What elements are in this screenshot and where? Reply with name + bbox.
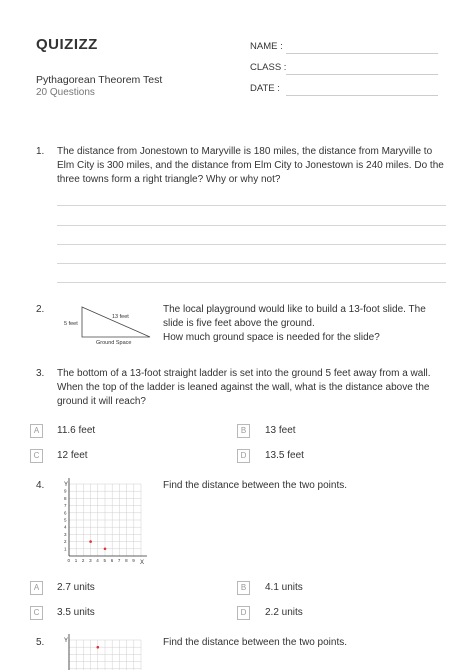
answer-line[interactable] <box>57 244 446 245</box>
date-field[interactable] <box>286 95 438 96</box>
answer-line[interactable] <box>57 205 446 206</box>
question-4-number: 4. <box>36 480 45 491</box>
x-tick-label: 1 <box>74 558 78 563</box>
question-2-number: 2. <box>36 304 45 315</box>
option-b-box[interactable]: B <box>237 424 250 438</box>
class-label: CLASS : <box>250 62 287 73</box>
y-tick-label: 9 <box>64 488 67 494</box>
plot-point <box>104 548 107 551</box>
hypotenuse-label: 13 feet <box>112 314 129 320</box>
question-5-text: Find the distance between the two points. <box>163 637 348 648</box>
question-3-number: 3. <box>36 368 45 379</box>
option-c-text[interactable]: 12 feet <box>57 450 88 461</box>
answer-line[interactable] <box>57 225 446 226</box>
class-field[interactable] <box>286 74 438 75</box>
y-tick-label: 8 <box>64 495 67 501</box>
height-label: 5 feet <box>64 321 78 327</box>
quizizz-logo: QUIZIZZ <box>36 36 98 53</box>
plot-point <box>97 646 100 649</box>
question-4-text: Find the distance between the two points. <box>163 480 348 491</box>
base-label: Ground Space <box>96 340 132 346</box>
answer-line[interactable] <box>57 282 446 283</box>
option-b-box[interactable]: B <box>237 581 250 595</box>
x-tick-label: 8 <box>125 558 128 563</box>
option-b-text[interactable]: 4.1 units <box>265 582 303 593</box>
question-1-text: The distance from Jonestown to Maryville is 180 miles, the distance from Maryville to Elm City is 300 miles, and the distance from Elm City to Jonestown is 240 miles. Do the three towns form a right triangle? Why or why not? <box>57 146 444 185</box>
y-tick-label: 2 <box>64 539 67 545</box>
x-tick-label: 5 <box>103 558 107 563</box>
y-tick-label: 7 <box>64 503 67 509</box>
question-count: 20 Questions <box>36 87 95 98</box>
x-tick-label: 4 <box>96 558 99 563</box>
option-a-box[interactable]: A <box>30 424 43 438</box>
question-2-text: The local playground would like to build a 13-foot slide. The slide is five feet above the ground. How much ground space is needed for the slide? <box>163 304 426 343</box>
y-tick-label: 5 <box>64 517 67 523</box>
option-b-text[interactable]: 13 feet <box>265 425 296 436</box>
coordinate-grid <box>56 634 151 670</box>
name-field[interactable] <box>286 53 438 54</box>
question-3-text: The bottom of a 13-foot straight ladder is set into the ground 5 feet away from a wall. When the top of the ladder is leaned against the wall, what is the distance above the ground it will reach? <box>57 368 431 407</box>
x-tick-label: 7 <box>117 558 121 563</box>
test-title: Pythagorean Theorem Test <box>36 74 163 86</box>
question-1-number: 1. <box>36 146 45 157</box>
y-tick-label: 3 <box>64 531 67 537</box>
x-tick-label: 9 <box>132 558 135 563</box>
y-axis-label: Y <box>64 638 69 644</box>
option-c-box[interactable]: C <box>30 449 43 463</box>
option-d-text[interactable]: 13.5 feet <box>265 450 304 461</box>
y-axis-label: Y <box>64 482 69 488</box>
option-a-text[interactable]: 2.7 units <box>57 582 95 593</box>
option-d-box[interactable]: D <box>237 449 250 463</box>
x-tick-label: 2 <box>81 558 85 563</box>
x-tick-label: 6 <box>110 558 114 563</box>
y-tick-label: 1 <box>64 546 67 552</box>
coordinate-grid <box>56 478 151 570</box>
date-label: DATE : <box>250 83 280 94</box>
option-a-box[interactable]: A <box>30 581 43 595</box>
slide-triangle-diagram <box>60 303 156 347</box>
x-tick-label: 3 <box>89 558 92 563</box>
x-tick-label: 0 <box>67 558 71 563</box>
y-tick-label: 4 <box>64 524 67 530</box>
question-5-number: 5. <box>36 637 45 648</box>
y-tick-label: 6 <box>64 510 67 516</box>
option-c-text[interactable]: 3.5 units <box>57 607 95 618</box>
option-c-box[interactable]: C <box>30 606 43 620</box>
x-axis-label: X <box>140 560 145 566</box>
plot-point <box>89 540 92 543</box>
answer-line[interactable] <box>57 263 446 264</box>
option-a-text[interactable]: 11.6 feet <box>57 425 96 436</box>
option-d-text[interactable]: 2.2 units <box>265 607 303 618</box>
option-d-box[interactable]: D <box>237 606 250 620</box>
name-label: NAME : <box>250 41 283 52</box>
